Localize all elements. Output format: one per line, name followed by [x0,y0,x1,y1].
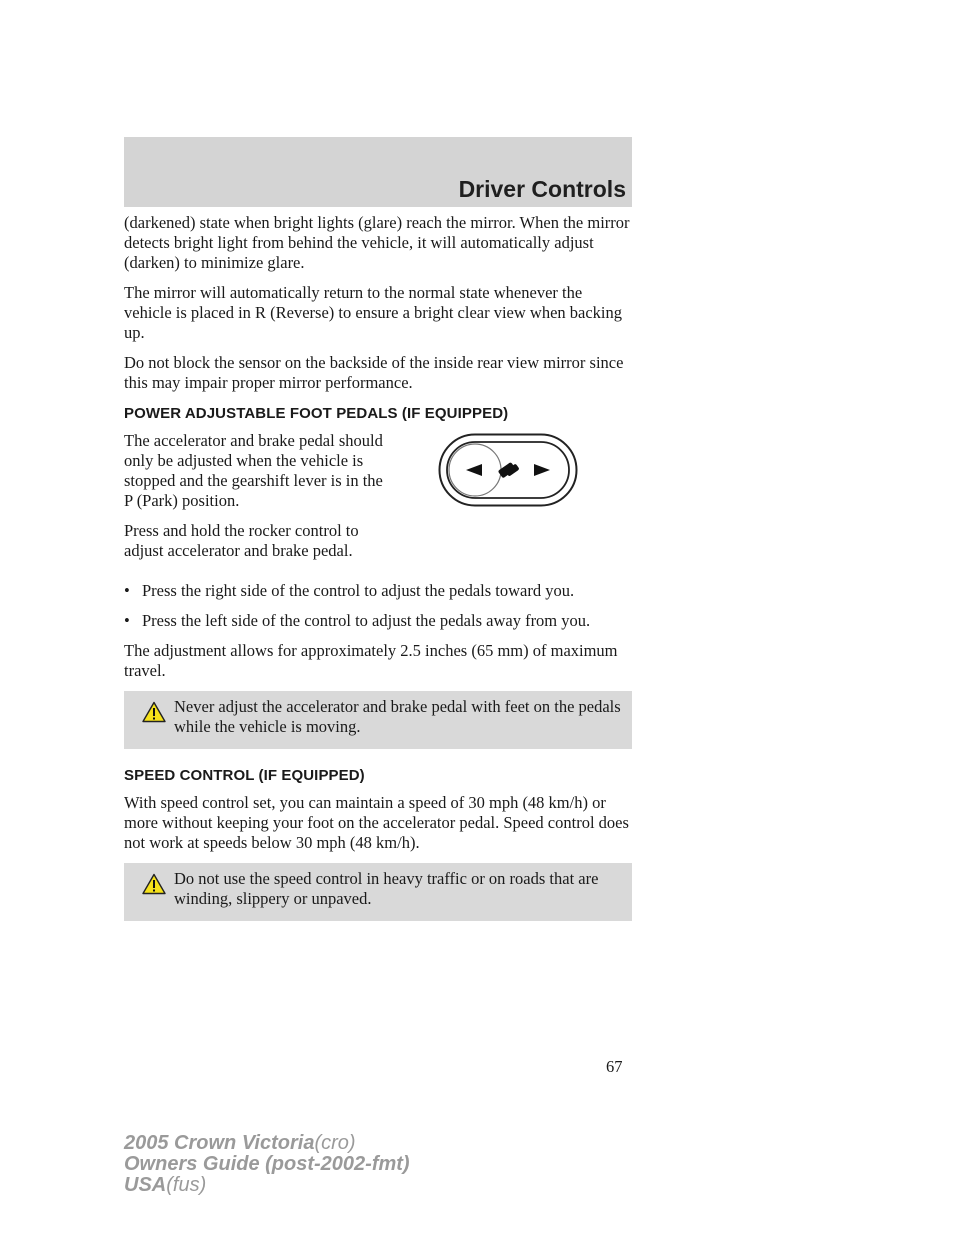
footer-line-1 [124,1133,410,1154]
footer-model: 2005 Crown Victoria [124,1132,315,1154]
warning-triangle-icon [142,701,166,723]
bullet-mark: • [124,611,130,630]
footer-guide-name: Owners Guide (post-2002-fmt) [124,1153,410,1175]
footer-model-code: (cro) [314,1132,356,1154]
paragraph-mirror-sensor: Do not block the sensor on the backside of the inside rear view mirror since this may impair proper mirror performance. [124,353,624,392]
list-item [124,581,632,601]
section-title: Driver Controls [458,176,626,202]
warning-text-speed-control: Do not use the speed control in heavy traffic or on roads that are winding, slippery or unpaved. [174,869,599,908]
pedal-section [124,431,632,581]
document-footer [124,1133,410,1196]
list-item [124,611,632,631]
heading-speed-control: SPEED CONTROL (IF EQUIPPED) [124,767,365,784]
bullet-text: Press the left side of the control to adjust the pedals away from you. [142,611,591,630]
paragraph-pedal-rocker: Press and hold the rocker control to adjust accelerator and brake pedal. [124,521,359,560]
pedal-rocker-switch-icon [438,433,578,507]
page-content [124,213,632,939]
footer-line-3 [124,1175,410,1196]
pedal-text-column [124,431,394,571]
warning-text-pedals: Never adjust the accelerator and brake pedal with feet on the pedals while the vehicle is moving. [174,697,621,736]
bullet-text: Press the right side of the control to adjust the pedals toward you. [142,581,575,600]
warning-box-speed-control [124,863,632,921]
paragraph-speed-control: With speed control set, you can maintain a speed of 30 mph (48 km/h) or more without keeping your foot on the accelerator pedal. Speed control does not work at speeds below 30 mph (48 km/h). [124,793,629,852]
pedal-bullet-list [124,581,632,631]
heading-foot-pedals: POWER ADJUSTABLE FOOT PEDALS (IF EQUIPPED) [124,405,509,422]
section-header-band [124,137,632,207]
page-number: 67 [606,1057,623,1076]
warning-triangle-icon [142,873,166,895]
footer-market-code: (fus) [166,1174,207,1196]
paragraph-mirror-reverse: The mirror will automatically return to the normal state whenever the vehicle is placed in R (Reverse) to ensure a bright clear view when backing up. [124,283,623,342]
warning-box-pedals [124,691,632,749]
paragraph-adjustment-travel: The adjustment allows for approximately 2.5 inches (65 mm) of maximum travel. [124,641,618,680]
paragraph-pedal-adjust-when: The accelerator and brake pedal should only be adjusted when the vehicle is stopped and the gearshift lever is in the P (Park) position. [124,431,383,510]
paragraph-mirror-glare: (darkened) state when bright lights (glare) reach the mirror. When the mirror detects bright light from behind the vehicle, it will automatically adjust (darken) to minimize glare. [124,213,630,272]
footer-line-2 [124,1154,410,1175]
bullet-mark: • [124,581,130,600]
footer-market: USA [124,1174,167,1196]
